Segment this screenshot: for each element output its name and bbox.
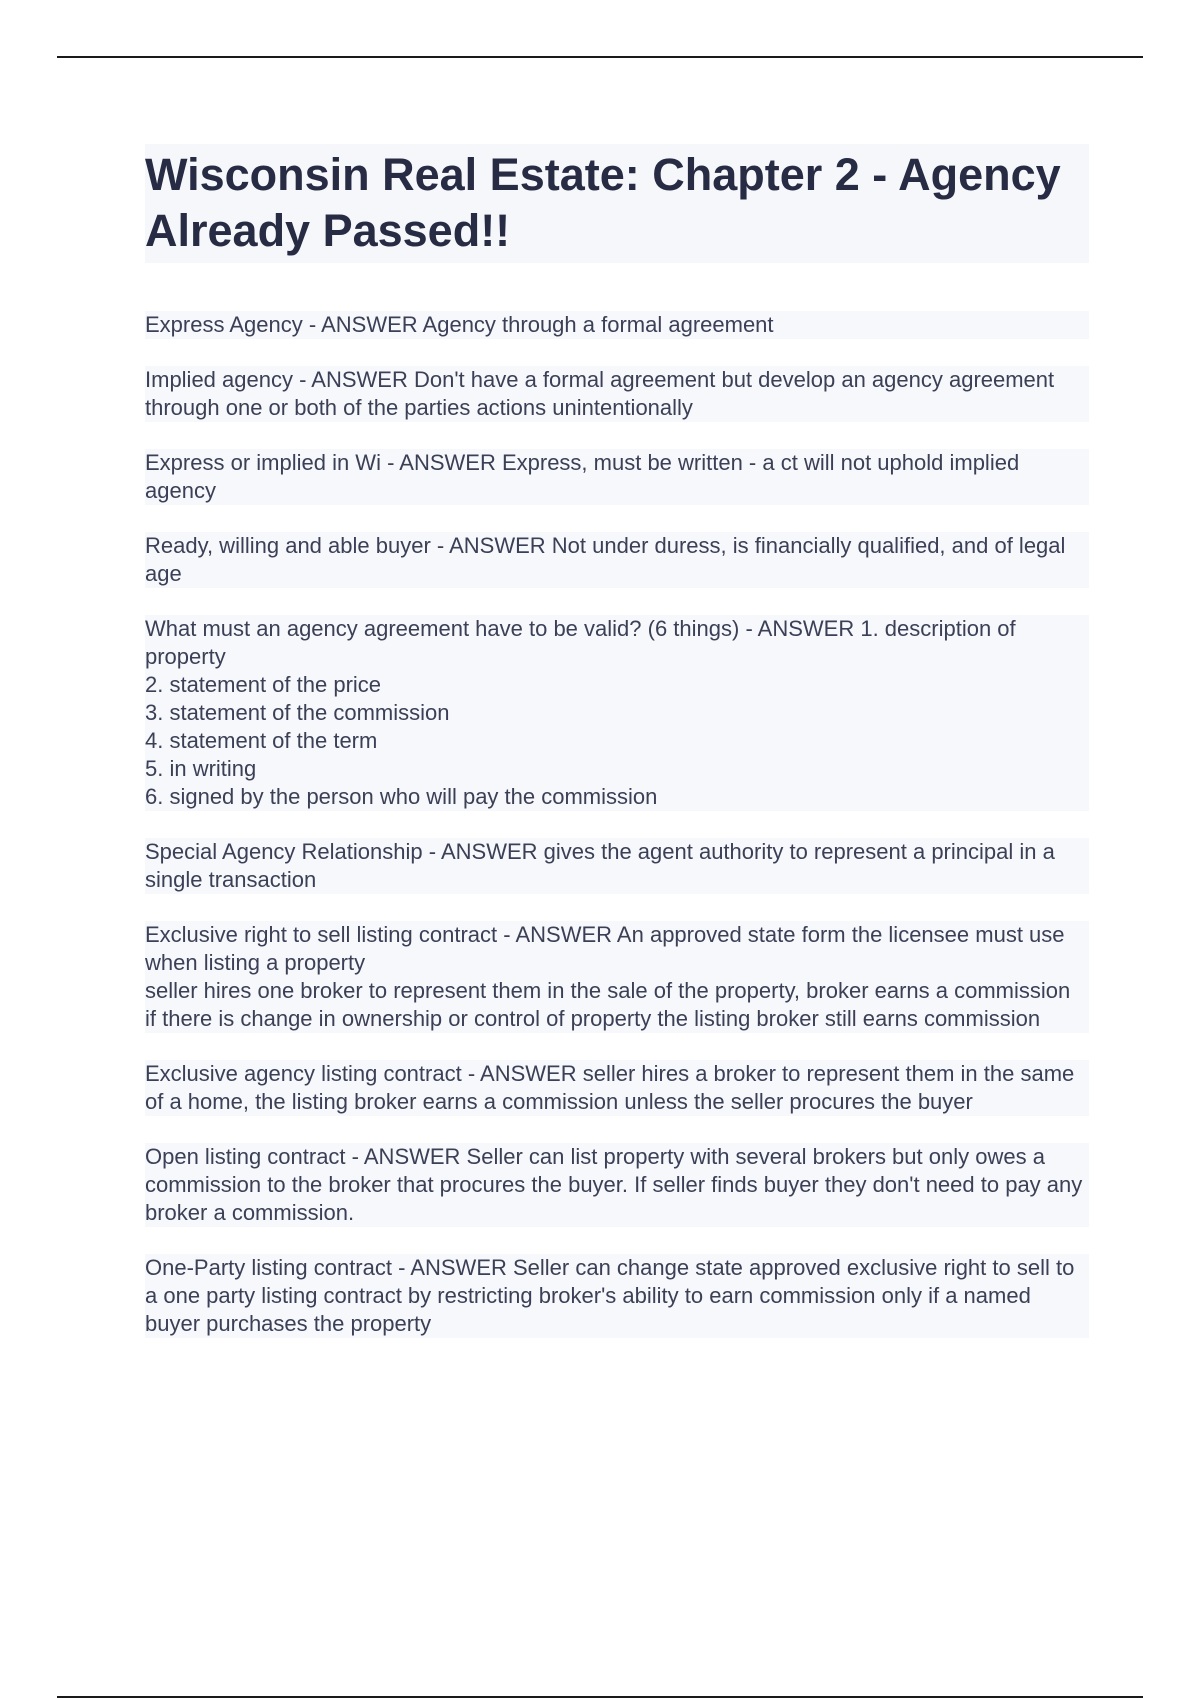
qa-entry — [145, 1060, 1089, 1116]
qa-line: Express or implied in Wi - ANSWER Express, must be written - a ct will not uphold implied agency — [145, 449, 1089, 505]
qa-line: Special Agency Relationship - ANSWER gives the agent authority to represent a principal in a single transaction — [145, 838, 1089, 894]
qa-line: Implied agency - ANSWER Don't have a formal agreement but develop an agency agreement through one or both of the parties actions unintentionally — [145, 366, 1089, 422]
qa-line: Exclusive right to sell listing contract - ANSWER An approved state form the licensee must use when listing a property — [145, 921, 1089, 977]
qa-line: 5. in writing — [145, 755, 1089, 783]
qa-line: 2. statement of the price — [145, 671, 1089, 699]
document-title: Wisconsin Real Estate: Chapter 2 - Agency Already Passed!! — [145, 149, 1061, 256]
bottom-divider — [57, 1696, 1143, 1698]
qa-entry — [145, 366, 1089, 422]
qa-entry — [145, 1254, 1089, 1338]
top-divider — [57, 56, 1143, 58]
qa-entry — [145, 921, 1089, 1033]
qa-list — [145, 311, 1089, 1338]
qa-entry — [145, 838, 1089, 894]
qa-entry — [145, 311, 1089, 339]
qa-line: Ready, willing and able buyer - ANSWER Not under duress, is financially qualified, and of legal age — [145, 532, 1089, 588]
qa-entry — [145, 449, 1089, 505]
document-body — [145, 144, 1089, 1365]
qa-line: 4. statement of the term — [145, 727, 1089, 755]
qa-line: 6. signed by the person who will pay the commission — [145, 783, 1089, 811]
qa-line: seller hires one broker to represent them in the sale of the property, broker earns a commission — [145, 977, 1089, 1005]
qa-line: Exclusive agency listing contract - ANSWER seller hires a broker to represent them in the same of a home, the listing broker earns a commission unless the seller procures the buyer — [145, 1060, 1089, 1116]
qa-line: What must an agency agreement have to be valid? (6 things) - ANSWER 1. description of property — [145, 615, 1089, 671]
qa-entry — [145, 1143, 1089, 1227]
qa-line: if there is change in ownership or control of property the listing broker still earns commission — [145, 1005, 1089, 1033]
qa-line: Express Agency - ANSWER Agency through a formal agreement — [145, 311, 1089, 339]
qa-line: One-Party listing contract - ANSWER Seller can change state approved exclusive right to sell to a one party listing contract by restricting broker's ability to earn commission only if a named buyer purchases the property — [145, 1254, 1089, 1338]
qa-entry — [145, 532, 1089, 588]
qa-entry — [145, 615, 1089, 811]
qa-line: 3. statement of the commission — [145, 699, 1089, 727]
qa-line: Open listing contract - ANSWER Seller can list property with several brokers but only owes a commission to the broker that procures the buyer. If seller finds buyer they don't need to pay any broker a commission. — [145, 1143, 1089, 1227]
title-block — [145, 144, 1089, 263]
